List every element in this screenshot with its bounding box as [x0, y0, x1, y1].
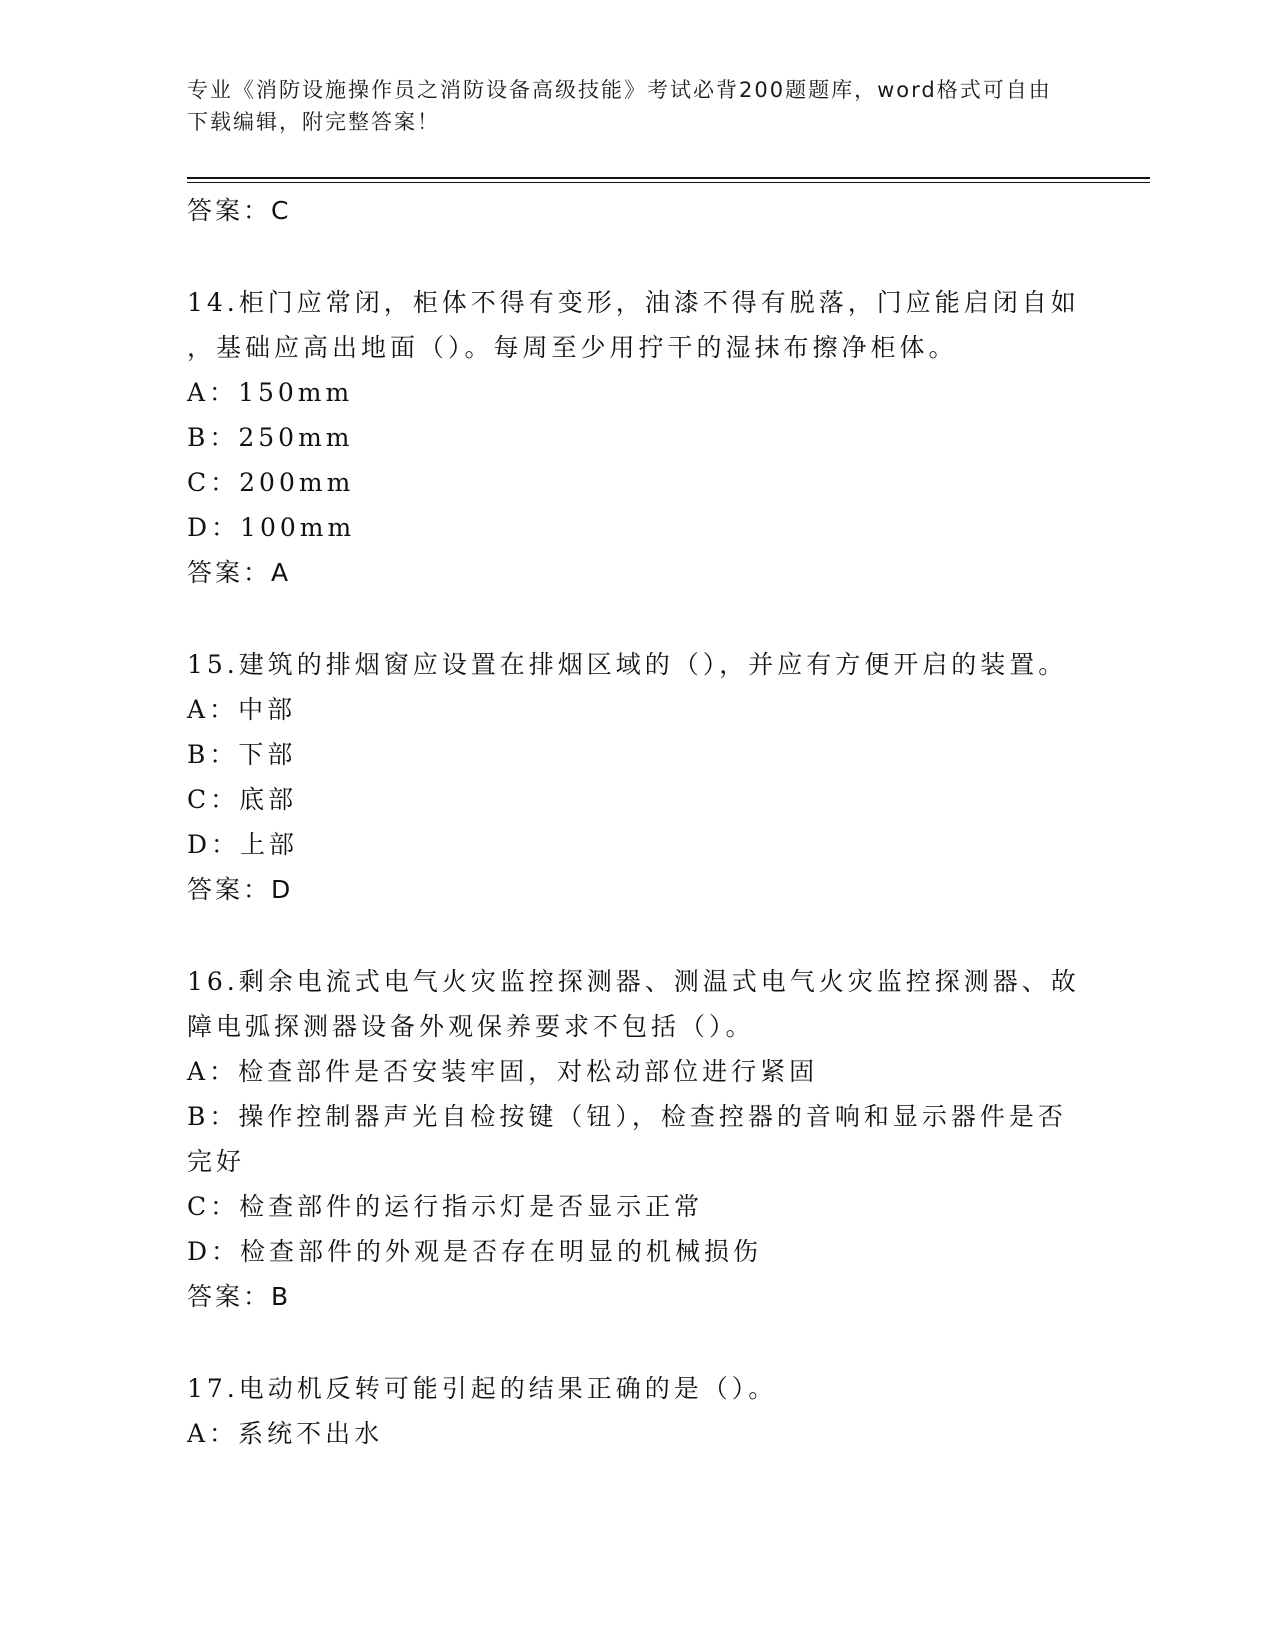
- option-text: 上部: [240, 830, 299, 859]
- option-a: [187, 687, 1087, 732]
- option-key: C：: [187, 468, 240, 497]
- option-a: [187, 1411, 1087, 1456]
- option-d: [187, 822, 1087, 867]
- option-key: A：: [187, 695, 239, 724]
- option-key: B：: [187, 740, 239, 769]
- header-rule-thick: [187, 177, 1150, 179]
- option-text: 200mm: [239, 468, 355, 497]
- question-stem: 16.剩余电流式电气火灾监控探测器、测温式电气火灾监控探测器、故: [187, 967, 1080, 996]
- question-block: [187, 642, 1087, 912]
- spacer: [187, 595, 1087, 642]
- question-block: [187, 959, 1087, 1319]
- option-key: A：: [187, 1419, 239, 1448]
- option-key: B：: [187, 423, 239, 452]
- question-stem: 14.柜门应常闭，柜体不得有变形，油漆不得有脱落，门应能启闭自如: [187, 288, 1080, 317]
- option-c: [187, 460, 1087, 505]
- spacer: [187, 233, 1087, 280]
- spacer: [187, 912, 1087, 959]
- question-list: [187, 188, 1087, 1456]
- spacer: [187, 1319, 1087, 1366]
- option-text: 下部: [238, 740, 297, 769]
- option-a: [187, 370, 1087, 415]
- option-b-continued: 完好: [187, 1147, 246, 1176]
- option-key: C：: [187, 1192, 240, 1221]
- option-key: A：: [187, 378, 239, 407]
- answer-line: 答案：A: [187, 558, 292, 587]
- option-text: 250mm: [238, 423, 354, 452]
- option-d: [187, 1229, 1087, 1274]
- question-stem: 15.建筑的排烟窗应设置在排烟区域的（），并应有方便开启的装置。: [187, 650, 1068, 679]
- option-c: [187, 777, 1087, 822]
- option-text: 中部: [238, 695, 297, 724]
- option-b: [187, 1094, 1087, 1139]
- option-text: 操作控制器声光自检按键（钮），检查控器的音响和显示器件是否: [238, 1102, 1067, 1131]
- answer-line: 答案：D: [187, 875, 294, 904]
- option-text: 检查部件的运行指示灯是否显示正常: [239, 1192, 704, 1221]
- option-text: 底部: [239, 785, 298, 814]
- option-text: 检查部件的外观是否存在明显的机械损伤: [240, 1237, 763, 1266]
- header-rule-thin: [187, 182, 1150, 183]
- option-key: D：: [187, 830, 241, 859]
- option-key: D：: [187, 1237, 241, 1266]
- option-b: [187, 415, 1087, 460]
- option-key: B：: [187, 1102, 239, 1131]
- option-key: D：: [187, 513, 241, 542]
- question-stem: ，基础应高出地面（）。每周至少用拧干的湿抹布擦净柜体。: [187, 333, 958, 362]
- option-a: [187, 1049, 1087, 1094]
- question-stem: 障电弧探测器设备外观保养要求不包括（）。: [187, 1012, 755, 1041]
- question-stem: 17.电动机反转可能引起的结果正确的是（）。: [187, 1374, 778, 1403]
- document-header: 专业《消防设施操作员之消防设备高级技能》考试必背200题题库，word格式可自由下载编辑，附完整答案！: [187, 78, 1052, 134]
- option-b: [187, 732, 1087, 777]
- option-text: 100mm: [240, 513, 356, 542]
- option-text: 检查部件是否安装牢固，对松动部位进行紧固: [238, 1057, 819, 1086]
- option-key: C：: [187, 785, 240, 814]
- option-c: [187, 1184, 1087, 1229]
- option-key: A：: [187, 1057, 239, 1086]
- answer-line: 答案：B: [187, 1282, 292, 1311]
- answer-line: 答案：C: [187, 196, 292, 225]
- option-text: 150mm: [238, 378, 354, 407]
- question-block: [187, 1366, 1087, 1456]
- option-text: 系统不出水: [238, 1419, 384, 1448]
- option-d: [187, 505, 1087, 550]
- question-block: [187, 280, 1087, 595]
